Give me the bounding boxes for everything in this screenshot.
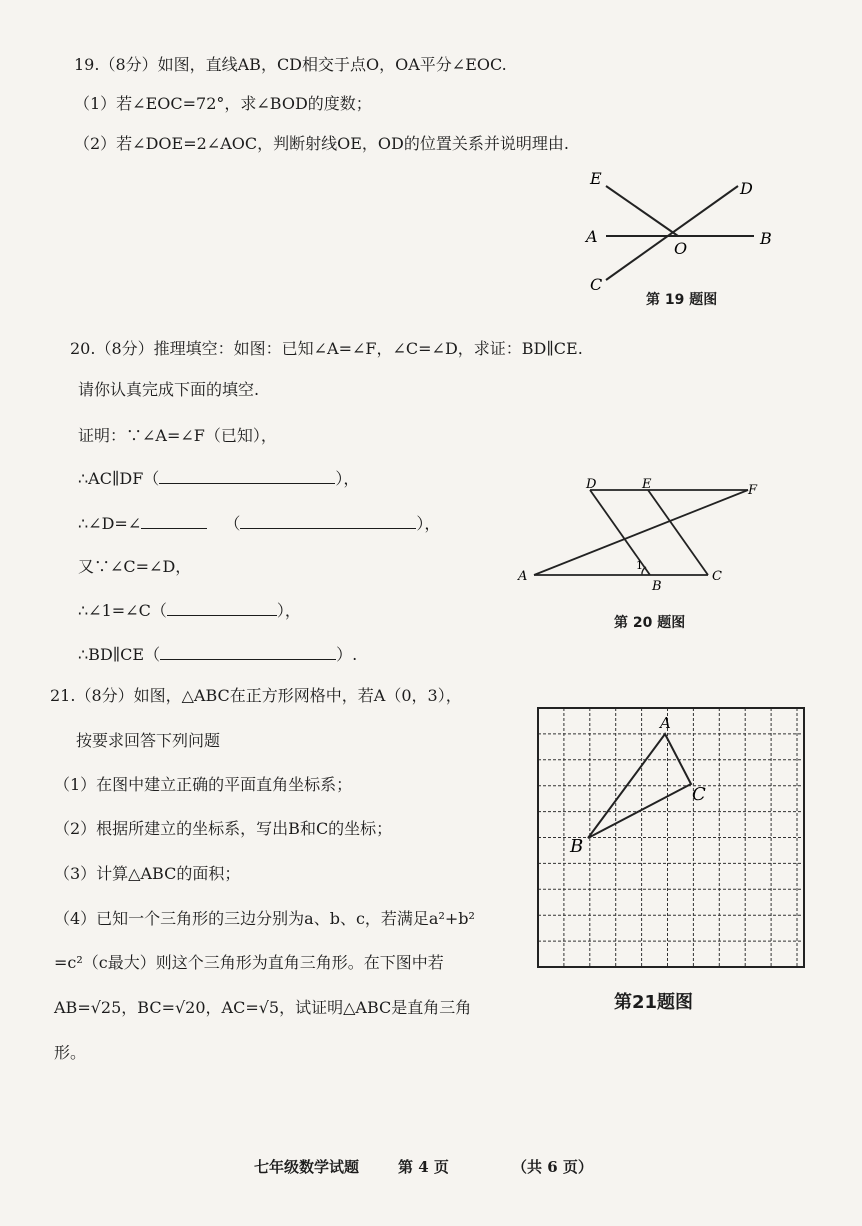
q21-stem2: 按要求回答下列问题	[76, 731, 221, 750]
label-c: C	[692, 784, 706, 805]
q21-part4-line2: =c²（c最大）则这个三角形为直角三角形。在下图中若	[54, 953, 444, 972]
label-b: B	[570, 836, 584, 857]
q21-part4-line3: AB=√25，BC=√20，AC=√5，试证明△ABC是直角三角	[54, 998, 472, 1017]
label-b: B	[760, 229, 772, 248]
label-e: E	[642, 477, 652, 492]
q20-proof2-pre: ∴AC∥DF（	[78, 469, 160, 488]
label-a: A	[660, 714, 671, 732]
q21-part4-line1: （4）已知一个三角形的三边分别为a、b、c，若满足a²+b²	[54, 909, 475, 928]
q20-blank-2[interactable]	[141, 512, 207, 529]
q21-part3: （3）计算△ABC的面积；	[54, 864, 241, 883]
q21-stem: 21.（8分）如图，△ABC在正方形网格中，若A（0，3），	[50, 686, 462, 705]
q20-proof-line2	[78, 466, 359, 489]
q20-intro: 请你认真完成下面的填空.	[78, 380, 260, 399]
q20-proof3-pre: ∴∠D=∠	[78, 514, 142, 533]
q19-part1: （1）若∠EOC=72°，求∠BOD的度数；	[74, 94, 372, 113]
q20-blank-5[interactable]	[160, 643, 336, 660]
line-ec	[648, 490, 708, 575]
q20-blank-1[interactable]	[159, 467, 335, 484]
label-d: D	[740, 179, 753, 198]
q20-proof3-mid: （	[224, 514, 241, 533]
footer-subject: 七年级数学试题	[254, 1158, 360, 1176]
q20-proof-line3	[78, 511, 440, 534]
q20-proof6-pre: ∴BD∥CE（	[78, 645, 161, 664]
label-1: 1	[636, 559, 643, 572]
q20-caption: 第 20 题图	[614, 615, 686, 631]
label-e: E	[590, 169, 602, 188]
q20-proof5-pre: ∴∠1=∠C（	[78, 601, 167, 620]
label-c: C	[712, 569, 722, 584]
label-d: D	[586, 477, 597, 492]
q20-proof6-post: ）.	[336, 645, 358, 664]
label-a: A	[586, 227, 598, 246]
q20-proof2-post: ），	[335, 469, 360, 488]
footer-total: （共 6 页）	[512, 1158, 593, 1176]
q21-figure	[536, 706, 808, 972]
q20-proof-line6	[78, 642, 357, 665]
ray-oe	[606, 186, 678, 236]
q20-proof-line5	[78, 598, 301, 621]
q20-blank-4[interactable]	[167, 599, 277, 616]
label-c: C	[590, 275, 603, 294]
q20-proof5-post: ），	[276, 601, 301, 620]
q20-figure	[512, 476, 782, 596]
q19-part2: （2）若∠DOE=2∠AOC，判断射线OE，OD的位置关系并说明理由.	[74, 134, 569, 153]
q20-proof-line4: 又∵∠C=∠D，	[78, 557, 192, 576]
label-b: B	[652, 579, 662, 594]
label-f: F	[748, 483, 758, 498]
q21-part4-line4: 形。	[54, 1043, 87, 1062]
q21-part2: （2）根据所建立的坐标系，写出B和C的坐标；	[54, 819, 393, 838]
label-a: A	[518, 569, 528, 584]
footer-page: 第 4 页	[398, 1158, 449, 1176]
q19-stem: 19.（8分）如图，直线AB，CD相交于点O，OA平分∠EOC.	[74, 55, 507, 74]
q21-caption: 第21题图	[614, 992, 694, 1013]
q20-proof-line1: 证明：∵∠A=∠F（已知），	[78, 426, 277, 445]
q19-caption: 第 19 题图	[646, 292, 718, 308]
q20-blank-3[interactable]	[240, 512, 416, 529]
q21-part1: （1）在图中建立正确的平面直角坐标系；	[54, 775, 353, 794]
q20-stem: 20.（8分）推理填空：如图：已知∠A=∠F，∠C=∠D，求证：BD∥CE.	[70, 339, 583, 358]
q21-grid	[536, 706, 808, 972]
label-o: O	[674, 239, 688, 258]
q20-proof3-post: ），	[416, 514, 441, 533]
